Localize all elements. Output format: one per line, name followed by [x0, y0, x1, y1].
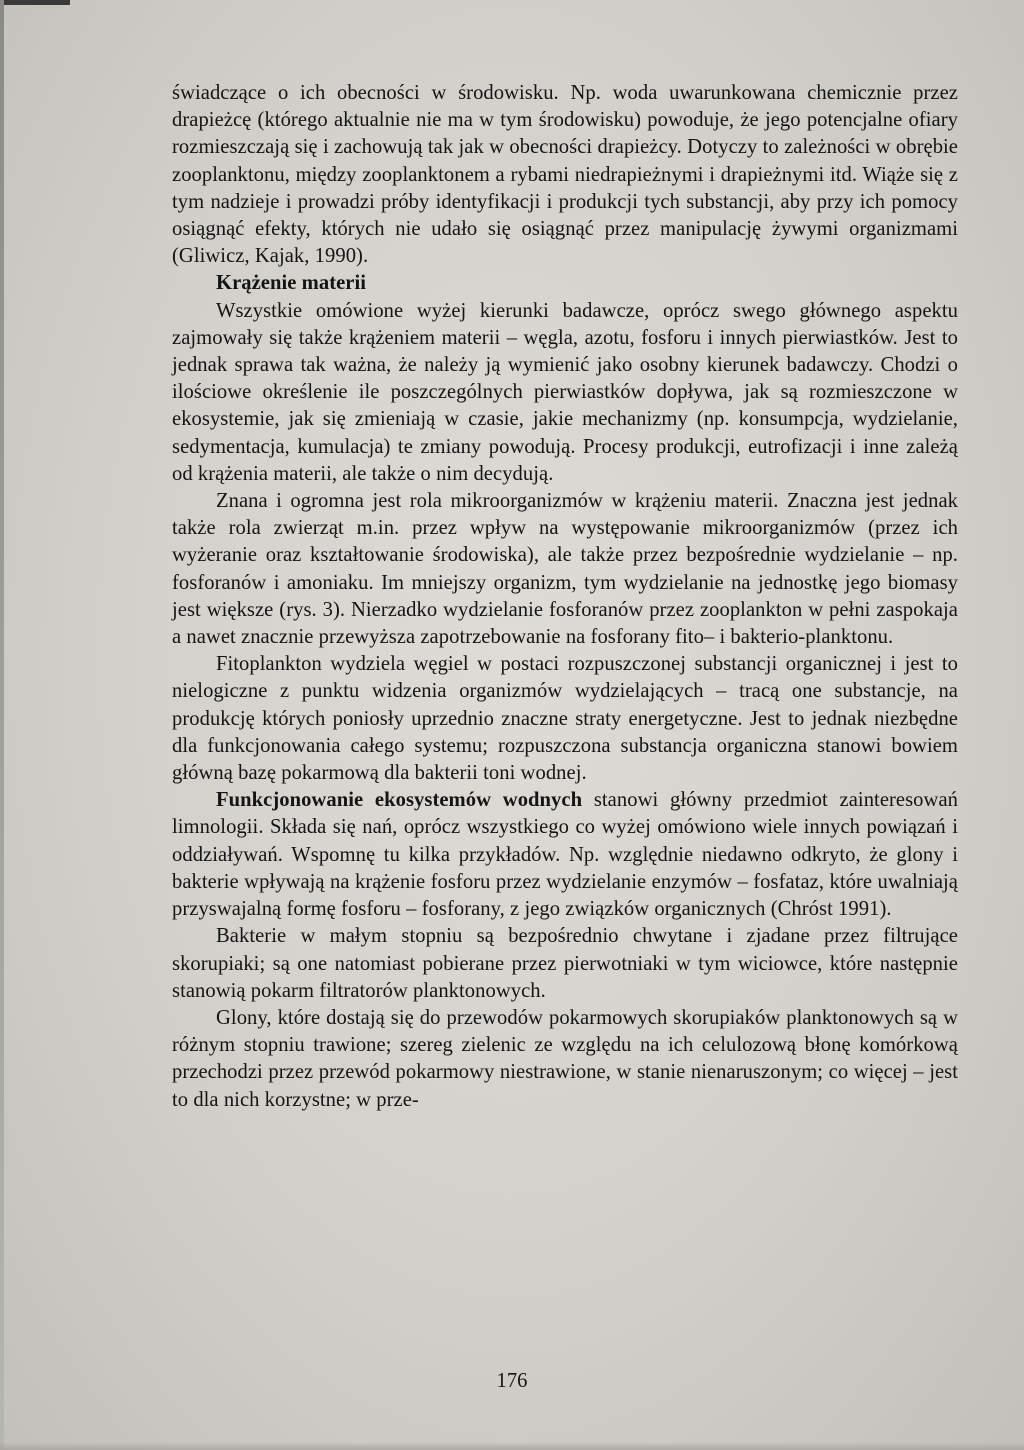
paragraph-continuation: świadczące o ich obecności w środowisku. Np. woda uwarunkowana chemicznie przez drapieżcę (którego aktualnie nie ma w tym środowisku) powoduje, że jego potencjalne ofiary rozmieszczają się i zachowują tak jak w obecności drapieżcy. Dotyczy to zależności w obrębie zooplanktonu, między zooplanktonem a rybami niedrapieżnymi i drapieżnymi itd. Wiąże się z tym nadzieje i prowadzi próby identyfikacji i produkcji tych substancji, aby przy ich pomocy osiągnąć efekty, których nie udało się osiągnąć przez manipulację żywymi organizmami (Gliwicz, Kajak, 1990). [172, 82, 958, 268]
paragraph: Glony, które dostają się do przewodów pokarmowych skorupiaków planktonowych są w różnym stopniu trawione; szereg zielenic ze względu na ich celulozową błonę komórkową przechodzi przez przewód pokarmowy niestrawione, w stanie nienaruszonym; co więcej – jest to dla nich korzystne; w prze- [172, 1006, 958, 1111]
paragraph: Fitoplankton wydziela węgiel w postaci rozpuszczonej substancji organicznej i jest to nielogiczne z punktu widzenia organizmów wydzielających – tracą one substancje, na produkcję których poniosły uprzednio znaczne straty energetyczne. Jest to jednak niezbędne dla funkcjonowania całego systemu; rozpuszczona substancja organiczna stanowi bowiem główną bazę pokarmową dla bakterii toni wodnej. [172, 653, 958, 785]
section-heading-krazenie-materii: Krążenie materii [216, 272, 367, 295]
paragraph: Wszystkie omówione wyżej kierunki badawcze, oprócz swego głównego aspektu zajmowały się także krążeniem materii – węgla, azotu, fosforu i innych pierwiastków. Jest to jednak sprawa tak ważna, że należy ją wymienić jako osobny kierunek badawczy. Chodzi o ilościowe określenie ile poszczególnych pierwiastków dopływa, jak są rozmieszczone w ekosystemie, jak się zmieniają w czasie, jakie mechanizmy (np. konsumpcja, wydzielanie, sedymentacja, kumulacja) te zmiany powodują. Procesy produkcji, eutrofizacji i inne zależą od krążenia materii, ale także o nim decydują. [172, 299, 958, 485]
paragraph-body: stanowi główny przedmiot zainteresowań limnologii. Składa się nań, oprócz wszystkiego co wyżej omówiono wiele innych powiązań i oddziaływań. Wspomnę tu kilka przykładów. Np. względnie niedawno odkryto, że glony i bakterie wpływają na krążenie fosforu przez wydzielanie enzymów – fosfataz, które uwalniają przyswajalną formę fosforu – fosforany, z jego związków organicznych (Chróst 1991). [172, 789, 958, 921]
scan-edge-bottom [0, 1442, 1024, 1450]
paragraph: Znana i ogromna jest rola mikroorganizmów w krążeniu materii. Znaczna jest jednak także rola zwierząt m.in. przez wpływ na występowanie mikroorganizmów (przez ich wyżeranie oraz kształtowanie środowiska), ale także przez bezpośrednie wydzielanie – np. fosforanów i amoniaku. Im mniejszy organizm, tym wydzielanie na jednostkę jego biomasy jest większe (rys. 3). Nierzadko wydzielanie fosforanów przez zooplankton w pełni zaspokaja a nawet znacznie przewyższa zapotrzebowanie na fosforany fito– i bakterio-planktonu. [172, 490, 958, 649]
paragraph: Bakterie w małym stopniu są bezpośrednio chwytane i zjadane przez filtrujące skorupiaki; są one natomiast pobierane przez pierwotniaki w tym wiciowce, które następnie stanowią pokarm filtratorów planktonowych. [172, 925, 958, 1002]
scan-edge-left [0, 0, 4, 1450]
paragraph-funkcjonowanie [172, 787, 958, 923]
body-text [172, 80, 958, 1114]
run-in-heading: Funkcjonowanie ekosystemów wodnych [216, 789, 583, 812]
page-number: 176 [496, 1370, 528, 1392]
scan-edge-top [0, 0, 70, 5]
